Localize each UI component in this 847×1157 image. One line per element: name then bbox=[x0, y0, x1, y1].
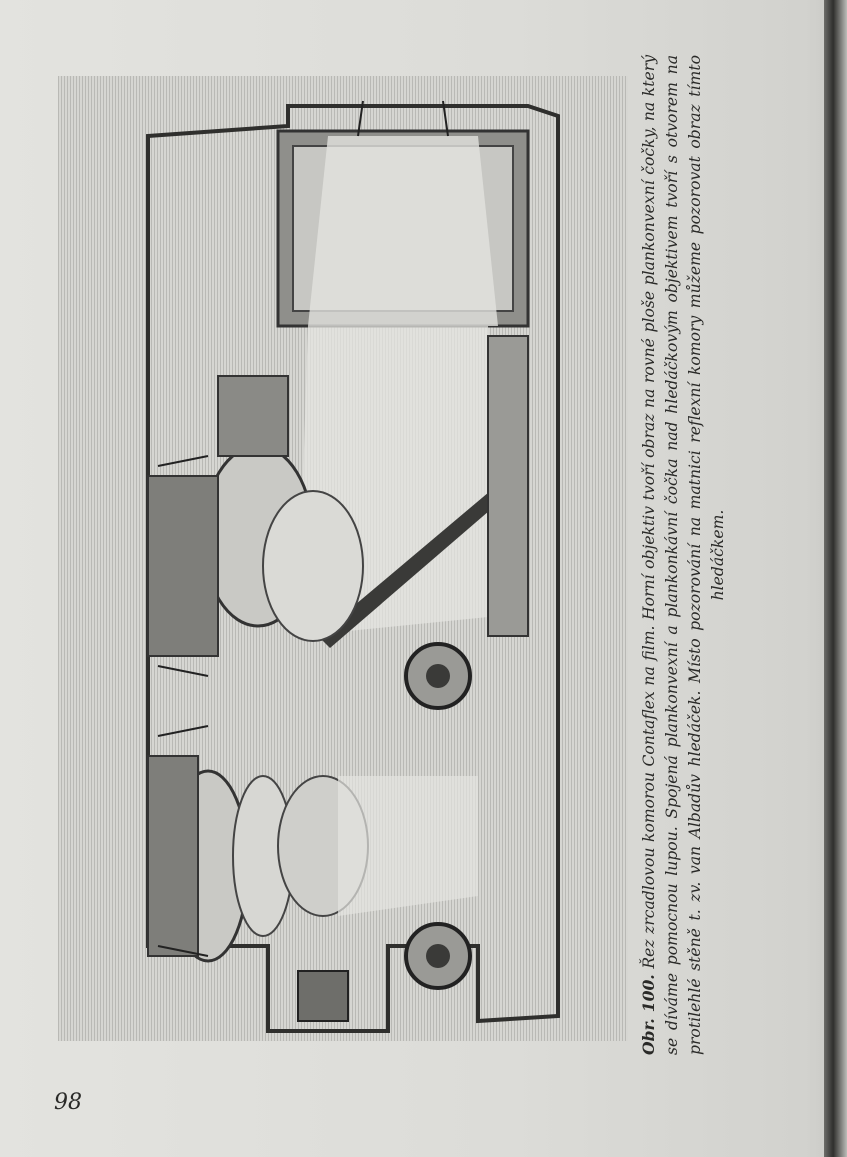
camera-cross-section-drawing bbox=[58, 76, 628, 1041]
camera-cross-section-figure bbox=[58, 76, 628, 1041]
figure-caption bbox=[637, 55, 730, 1055]
page-gutter-edge bbox=[824, 0, 847, 1157]
figure-label: Obr. 100. bbox=[639, 974, 658, 1055]
page-number: 98 bbox=[54, 1090, 82, 1115]
figure-caption-block bbox=[637, 55, 747, 1055]
figure-caption-text: Řez zrcadlovou komorou Contaflex na film. Horní objektiv tvoří obraz na rovné ploše plankonvexní čočky, na který se díváme pomocnou lupou. Spojená plankonvexní a plankonkávní čočka nad hledáčkovým objektivem tvoří s otvorem na protilehlé stěně t. zv. van Albadův hledáček. Místo pozorování na matnici reflexní komory můžeme pozorovat obraz tímto hledáčkem. bbox=[640, 54, 727, 1055]
